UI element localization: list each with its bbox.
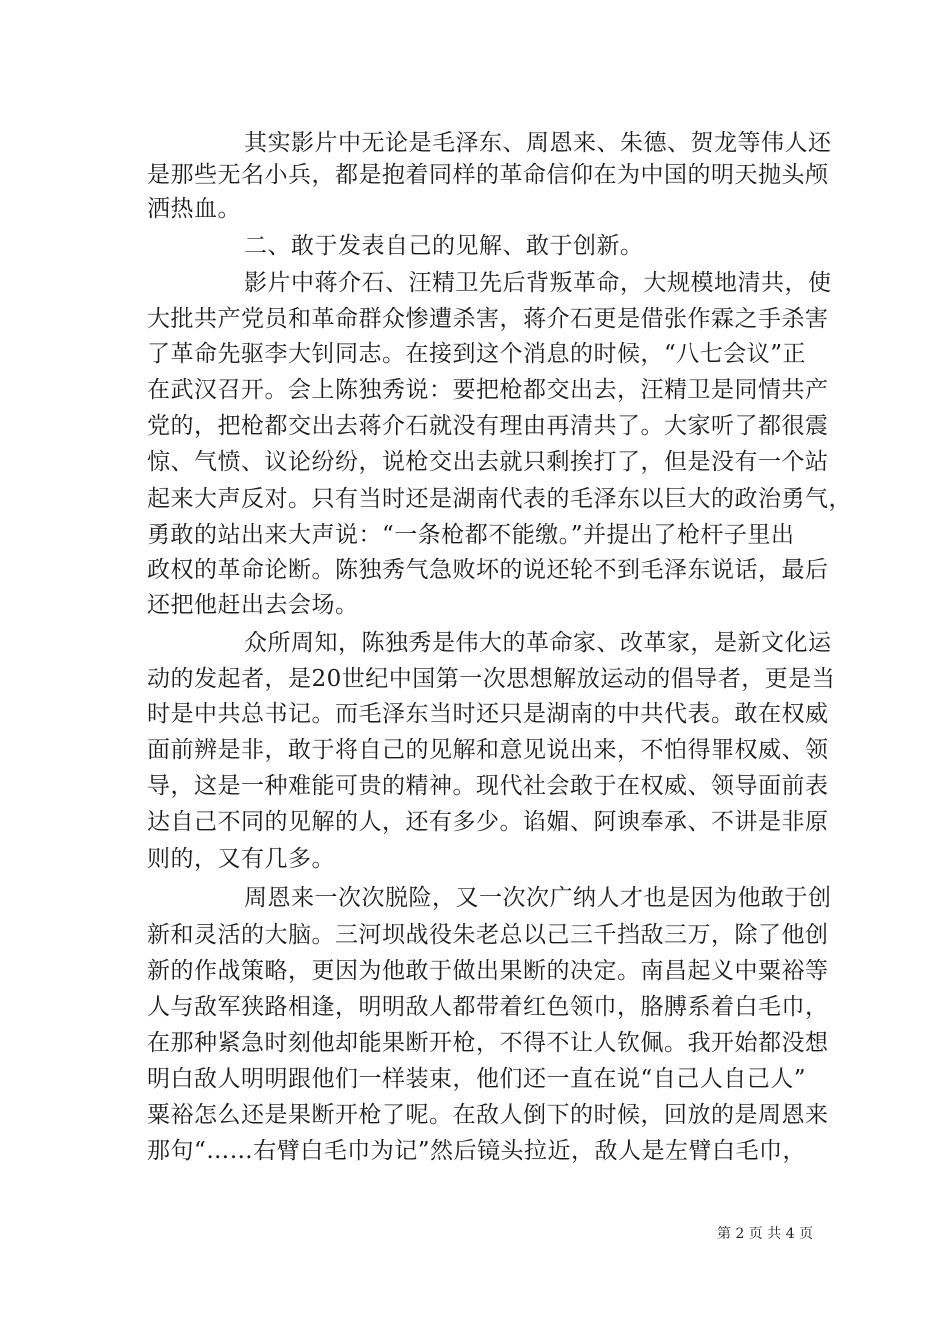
text-line: 了革命先驱李大钊同志。在接到这个消息的时候，“八七会议”正	[147, 341, 807, 367]
text-line: 众所周知，陈独秀是伟大的革命家、改革家，是新文化运	[244, 630, 832, 656]
text-line: 洒热血。	[147, 196, 241, 222]
text-line: 起来大声反对。只有当时还是湖南代表的毛泽东以巨大的政治勇气，	[147, 486, 852, 512]
text-line: 惊、气愤、议论纷纷，说枪交出去就只剩挨打了，但是没有一个站	[147, 449, 829, 475]
text-line: 则的，又有几多。	[147, 846, 335, 872]
text-line: 时是中共总书记。而毛泽东当时还只是湖南的中共代表。敢在权威	[147, 701, 829, 727]
text-line: 政权的革命论断。陈独秀气急败坏的说还轮不到毛泽东说话，最后	[147, 557, 829, 583]
page-number: 第 2 页 共 4 页	[717, 1226, 814, 1242]
text-line: 周恩来一次次脱险，又一次次广纳人才也是因为他敢于创	[244, 885, 832, 911]
text-line: 其实影片中无论是毛泽东、周恩来、朱德、贺龙等伟人还	[244, 130, 832, 156]
text-line: 动的发起者，是20世纪中国第一次思想解放运动的倡导者，更是当	[147, 666, 836, 692]
text-line: 新和灵活的大脑。三河坝战役朱老总以己三千挡敌三万，除了他创	[147, 922, 829, 948]
text-line: 在那种紧急时刻他却能果断开枪，不得不让人钦佩。我开始都没想	[147, 1030, 829, 1056]
text-line: 还把他赶出去会场。	[147, 592, 359, 618]
text-line: 影片中蒋介石、汪精卫先后背叛革命，大规模地清共，使	[244, 270, 832, 296]
text-line: 在武汉召开。会上陈独秀说：要把枪都交出去，汪精卫是同情共产	[147, 377, 829, 403]
text-line: 人与敌军狭路相逢，明明敌人都带着红色领巾，胳膊系着白毛巾，	[147, 994, 829, 1020]
text-line: 导，这是一种难能可贵的精神。现代社会敢于在权威、领导面前表	[147, 773, 829, 799]
text-line: 粟裕怎么还是果断开枪了呢。在敌人倒下的时候，回放的是周恩来	[147, 1102, 829, 1128]
text-line: 大批共产党员和革命群众惨遭杀害，蒋介石更是借张作霖之手杀害	[147, 306, 829, 332]
text-line: 达自己不同的见解的人，还有多少。谄媚、阿谀奉承、不讲是非原	[147, 809, 829, 835]
text-line: 党的，把枪都交出去蒋介石就没有理由再清共了。大家听了都很震	[147, 413, 829, 439]
text-line: 面前辨是非，敢于将自己的见解和意见说出来，不怕得罪权威、领	[147, 737, 829, 763]
text-line: 明白敌人明明跟他们一样装束，他们还一直在说“自己人自己人”	[147, 1066, 807, 1092]
text-line: 是那些无名小兵，都是抱着同样的革命信仰在为中国的明天抛头颅	[147, 162, 829, 188]
text-line: 那句“……右臂白毛巾为记”然后镜头拉近，敌人是左臂白毛巾，	[147, 1138, 807, 1164]
text-line: 新的作战策略，更因为他敢于做出果断的决定。南昌起义中粟裕等	[147, 958, 829, 984]
text-line: 勇敢的站出来大声说：“一条枪都不能缴。”并提出了枪杆子里出	[147, 522, 795, 548]
section-heading: 二、敢于发表自己的见解、敢于创新。	[244, 233, 644, 259]
